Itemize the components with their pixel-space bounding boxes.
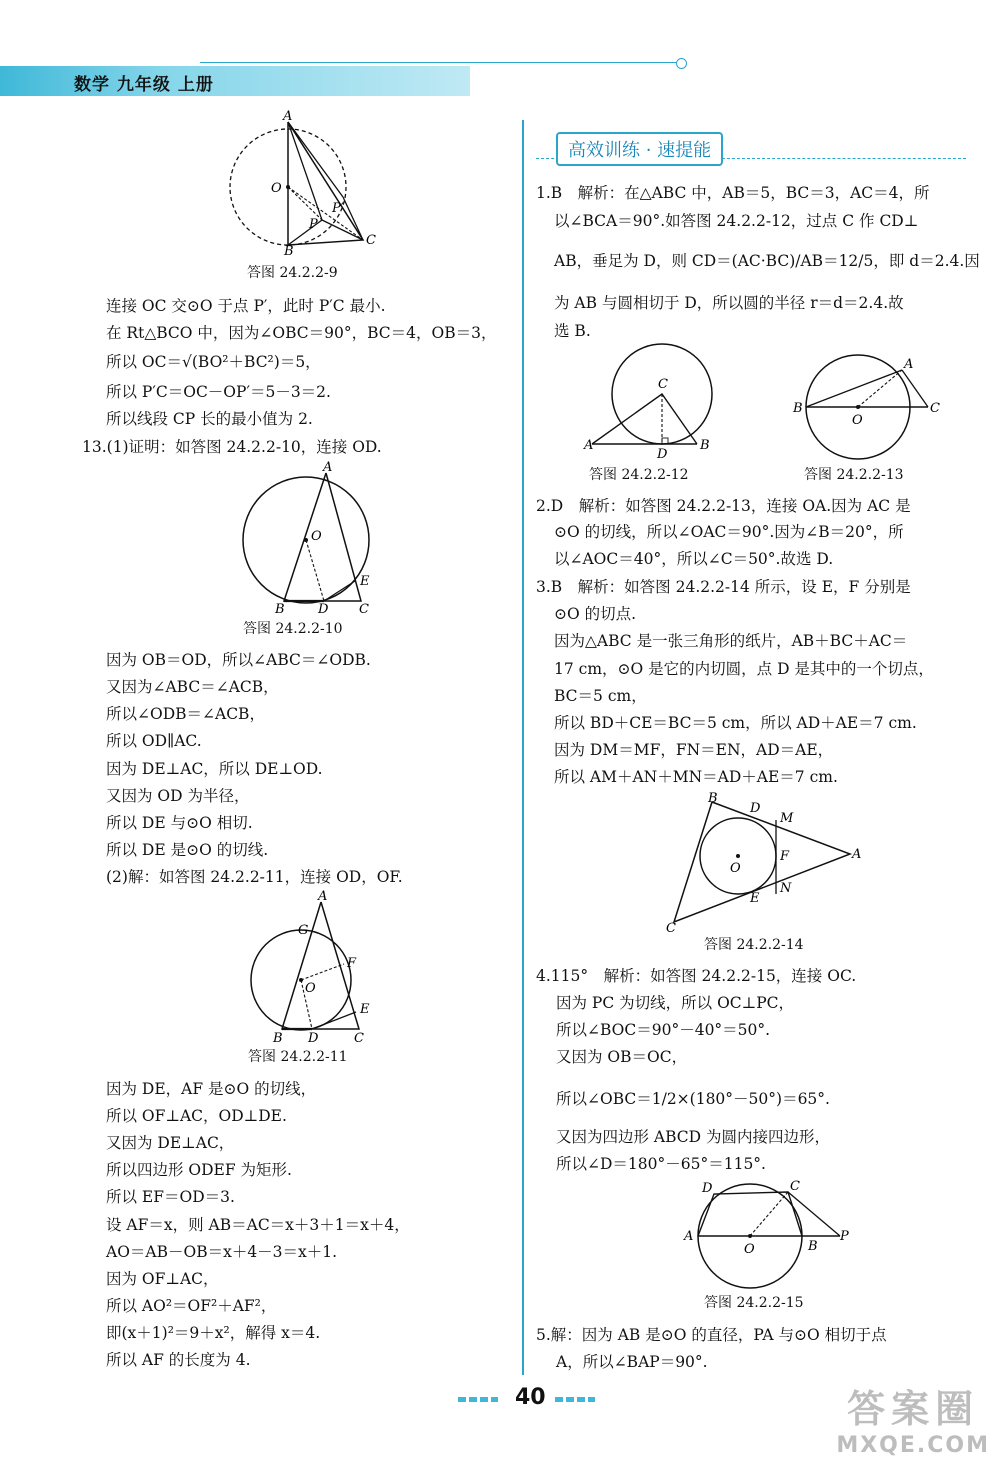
text-line: 所以∠OBC＝1/2×(180°－50°)＝65°. [556, 1090, 830, 1108]
caption-fig-13: 答图 24.2.2-13 [804, 467, 904, 483]
caption-fig-11: 答图 24.2.2-11 [248, 1049, 348, 1065]
text-line: 因为 DM＝MF，FN＝EN，AD＝AE， [554, 741, 834, 759]
figure-24-2-2-13 [790, 352, 950, 466]
text-line: 因为 OF⊥AC， [106, 1270, 219, 1288]
svg-text:M: M [780, 811, 794, 826]
answer-3: 3.B 解析：如答图 24.2.2-14 所示，设 E，F 分别是 [536, 578, 911, 596]
svg-text:O: O [305, 981, 316, 996]
svg-text:O: O [744, 1242, 755, 1257]
text-line: 所以 OC＝√(BO²＋BC²)＝5， [106, 353, 321, 371]
svg-text:O: O [852, 413, 863, 428]
answer-4: 4.115° 解析：如答图 24.2.2-15，连接 OC. [536, 967, 857, 985]
svg-text:G: G [298, 923, 309, 938]
svg-text:N: N [780, 881, 792, 896]
page-number-decoration-left [458, 1397, 498, 1402]
svg-text:F: F [347, 956, 357, 971]
watermark-url: MXQE.COM [836, 1433, 990, 1458]
svg-text:B: B [275, 602, 285, 617]
text-line: 连接 OC 交⊙O 于点 P′，此时 P′C 最小. [106, 297, 386, 315]
caption-fig-9: 答图 24.2.2-9 [247, 265, 338, 281]
answer-2: 2.D 解析：如答图 24.2.2-13，连接 OA.因为 AC 是 [536, 497, 911, 515]
text-line: BC＝5 cm， [554, 687, 647, 705]
figure-24-2-2-11 [246, 889, 376, 1051]
svg-text:B: B [708, 791, 718, 806]
text-line: 因为 OB＝OD，所以∠ABC＝∠ODB. [106, 651, 371, 669]
header-line [200, 62, 680, 63]
svg-text:C: C [666, 921, 676, 936]
svg-text:P: P [309, 217, 318, 232]
caption-fig-14: 答图 24.2.2-14 [704, 937, 804, 953]
svg-text:A: A [323, 460, 333, 475]
text-line: 以∠BCA＝90°.如答图 24.2.2-12，过点 C 作 CD⊥ [554, 212, 919, 230]
text-line: 所以 P′C＝OC－OP′＝5－3＝2. [106, 383, 331, 401]
svg-text:C: C [359, 602, 369, 617]
svg-text:C: C [658, 377, 668, 392]
page-number: 40 [515, 1385, 546, 1410]
svg-text:P: P [840, 1229, 849, 1244]
text-line: 因为△ABC 是一张三角形的纸片，AB＋BC＋AC＝ [554, 632, 908, 650]
svg-text:P′: P′ [332, 201, 344, 216]
text-line: 选 B. [554, 322, 591, 340]
caption-fig-10: 答图 24.2.2-10 [243, 621, 343, 637]
svg-text:F: F [780, 849, 790, 864]
text-line: (2)解：如答图 24.2.2-11，连接 OD，OF. [106, 868, 403, 886]
text-line: 所以 OD∥AC. [106, 732, 202, 750]
svg-text:E: E [360, 1002, 370, 1017]
svg-text:B: B [273, 1031, 283, 1046]
text-line: 所以∠D＝180°－65°＝115°. [556, 1155, 766, 1173]
page-number-decoration-right [555, 1397, 595, 1402]
text-line: 所以 BD＋CE＝BC＝5 cm，所以 AD＋AE＝7 cm. [554, 714, 917, 732]
watermark-logo [836, 1378, 990, 1458]
text-line: 所以 AM＋AN＋MN＝AD＋AE＝7 cm. [554, 768, 838, 786]
svg-text:O: O [271, 181, 282, 196]
column-divider [522, 120, 524, 1375]
svg-text:B: B [808, 1239, 818, 1254]
svg-text:A: A [318, 889, 328, 904]
figure-24-2-2-9 [225, 109, 376, 261]
text-line: 因为 PC 为切线，所以 OC⊥PC， [556, 994, 795, 1012]
text-line: 所以线段 CP 长的最小值为 2. [106, 410, 313, 428]
svg-text:O: O [311, 529, 322, 544]
header-dot [676, 58, 687, 69]
figure-24-2-2-15 [680, 1176, 870, 1290]
header-title: 数学 九年级 上册 [74, 75, 214, 95]
svg-text:B: B [793, 401, 803, 416]
svg-text:O: O [730, 861, 741, 876]
svg-text:E: E [360, 574, 370, 589]
svg-text:C: C [354, 1031, 364, 1046]
text-line: 所以 DE 是⊙O 的切线. [106, 841, 269, 859]
text-line: 所以 AO²＝OF²＋AF²， [106, 1297, 277, 1315]
text-line: A，所以∠BAP＝90°. [556, 1353, 708, 1371]
text-line: 又因为 DE⊥AC， [106, 1134, 235, 1152]
answer-5: 5.解：因为 AB 是⊙O 的直径，PA 与⊙O 相切于点 [536, 1326, 887, 1344]
figure-24-2-2-12 [582, 352, 717, 466]
text-line: 在 Rt△BCO 中，因为∠OBC＝90°，BC＝4，OB＝3， [106, 324, 497, 342]
text-line: 因为 DE，AF 是⊙O 的切线， [106, 1080, 317, 1098]
text-line: 又因为 OD 为半径， [106, 787, 250, 805]
text-line: ⊙O 的切线，所以∠OAC＝90°.因为∠B＝20°，所 [554, 523, 904, 541]
text-line: 所以 OF⊥AC，OD⊥DE. [106, 1107, 287, 1125]
text-line: 所以 AF 的长度为 4. [106, 1351, 251, 1369]
text-line: 17 cm，⊙O 是它的内切圆，点 D 是其中的一个切点， [554, 660, 934, 678]
header-band [0, 66, 470, 96]
text-line: 即(x＋1)²＝9＋x²，解得 x＝4. [106, 1324, 321, 1342]
svg-text:D: D [702, 1181, 713, 1196]
svg-text:A: A [852, 847, 862, 862]
text-line: 设 AF＝x，则 AB＝AC＝x＋3＋1＝x＋4， [106, 1216, 410, 1234]
svg-text:C: C [366, 233, 376, 248]
svg-text:B: B [700, 438, 710, 453]
svg-text:A: A [584, 438, 594, 453]
text-line: 为 AB 与圆相切于 D，所以圆的半径 r＝d＝2.4.故 [554, 294, 904, 312]
section-title: 高效训练 · 速提能 [556, 132, 723, 166]
text-line: 因为 DE⊥AC，所以 DE⊥OD. [106, 760, 323, 778]
caption-fig-12: 答图 24.2.2-12 [589, 467, 689, 483]
svg-text:D: D [750, 801, 761, 816]
svg-text:D: D [308, 1031, 319, 1046]
svg-text:A: A [684, 1229, 694, 1244]
question-13: 13.(1)证明：如答图 24.2.2-10，连接 OD. [82, 438, 382, 456]
watermark-text: 答案圈 [847, 1387, 980, 1431]
answer-1: 1.B 解析：在△ABC 中，AB＝5，BC＝3，AC＝4，所 [536, 184, 930, 202]
svg-text:A: A [283, 109, 293, 124]
svg-text:C: C [930, 401, 940, 416]
text-line: 又因为 OB＝OC， [556, 1048, 688, 1066]
figure-24-2-2-14 [660, 791, 870, 938]
text-line: 所以∠ODB＝∠ACB， [106, 705, 265, 723]
svg-text:B: B [284, 244, 294, 259]
svg-text:D: D [657, 447, 668, 462]
text-line: 所以 DE 与⊙O 相切. [106, 814, 253, 832]
text-line: 又因为四边形 ABCD 为圆内接四边形， [556, 1128, 831, 1146]
svg-text:C: C [790, 1179, 800, 1194]
svg-text:D: D [318, 602, 329, 617]
text-line: 所以 EF＝OD＝3. [106, 1188, 235, 1206]
text-line: ⊙O 的切点. [554, 605, 637, 623]
text-line: AO＝AB－OB＝x＋4－3＝x＋1. [106, 1243, 338, 1261]
text-line: 所以∠BOC＝90°－40°＝50°. [556, 1021, 771, 1039]
svg-text:E: E [750, 891, 760, 906]
caption-fig-15: 答图 24.2.2-15 [704, 1295, 804, 1311]
text-line: 所以四边形 ODEF 为矩形. [106, 1161, 292, 1179]
figure-24-2-2-10 [238, 460, 383, 617]
text-line: 以∠AOC＝40°，所以∠C＝50°.故选 D. [554, 550, 834, 568]
text-line: AB，垂足为 D，则 CD＝(AC·BC)/AB＝12/5，即 d＝2.4.因 [554, 252, 980, 270]
text-line: 又因为∠ABC＝∠ACB， [106, 678, 279, 696]
svg-text:A: A [904, 357, 914, 372]
